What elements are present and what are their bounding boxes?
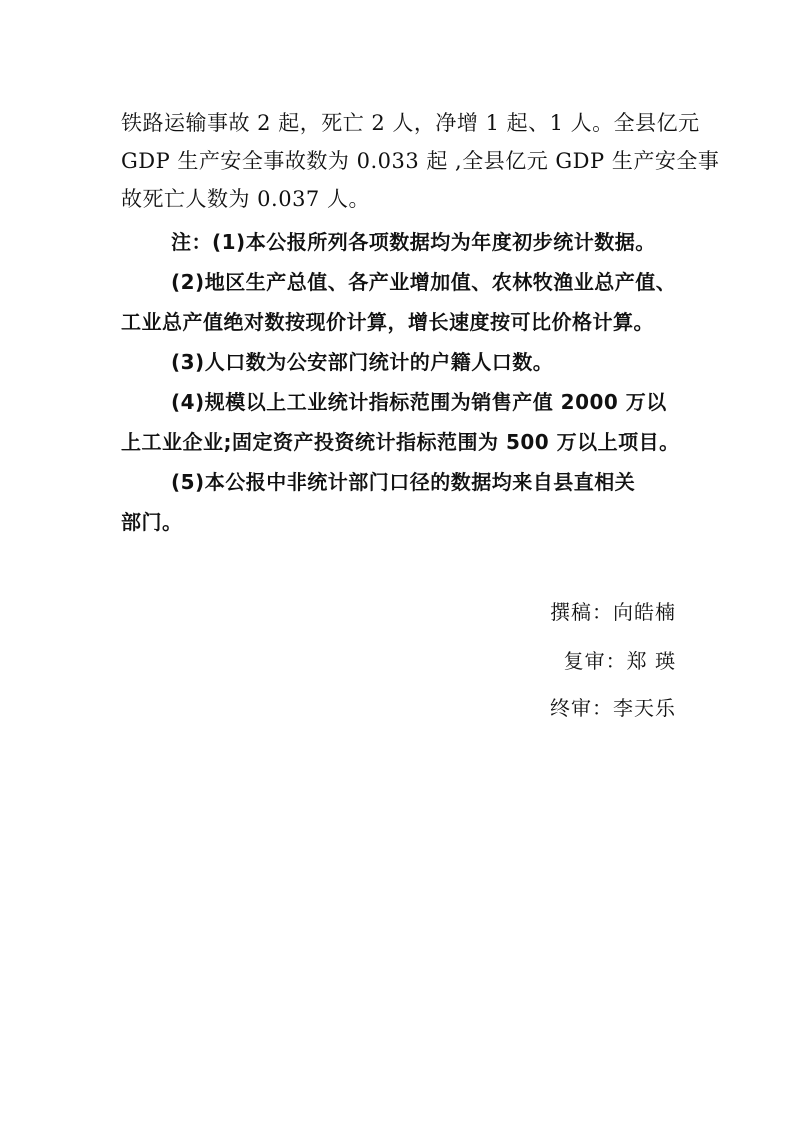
note-5-line-2: 部门。 [121,510,183,534]
author-credit: 撰稿：向皓楠 [550,600,676,624]
body-line: 故死亡人数为 0.037 人。 [121,187,370,211]
reviewer-credit: 复审：郑 瑛 [563,649,676,673]
note-3: (3)人口数为公安部门统计的户籍人口数。 [171,350,554,374]
note-5-line-1: (5)本公报中非统计部门口径的数据均来自县直相关 [171,470,636,494]
body-line: GDP 生产安全事故数为 0.033 起 ,全县亿元 GDP 生产安全事 [121,149,720,173]
note-4-line-2: 上工业企业;固定资产投资统计指标范围为 500 万以上项目。 [121,430,680,454]
note-2-line-2: 工业总产值绝对数按现价计算，增长速度按可比价格计算。 [121,310,654,334]
final-reviewer-credit: 终审：李天乐 [550,696,676,720]
note-2-line-1: (2)地区生产总值、各产业增加值、农林牧渔业总产值、 [171,270,677,294]
note-1: 注：(1)本公报所列各项数据均为年度初步统计数据。 [171,230,656,254]
notes-section [121,222,681,542]
accident-statistics-paragraph [121,104,720,218]
note-4-line-1: (4)规模以上工业统计指标范围为销售产值 2000 万以 [171,390,667,414]
body-line: 铁路运输事故 2 起，死亡 2 人，净增 1 起、1 人。全县亿元 [121,111,700,135]
